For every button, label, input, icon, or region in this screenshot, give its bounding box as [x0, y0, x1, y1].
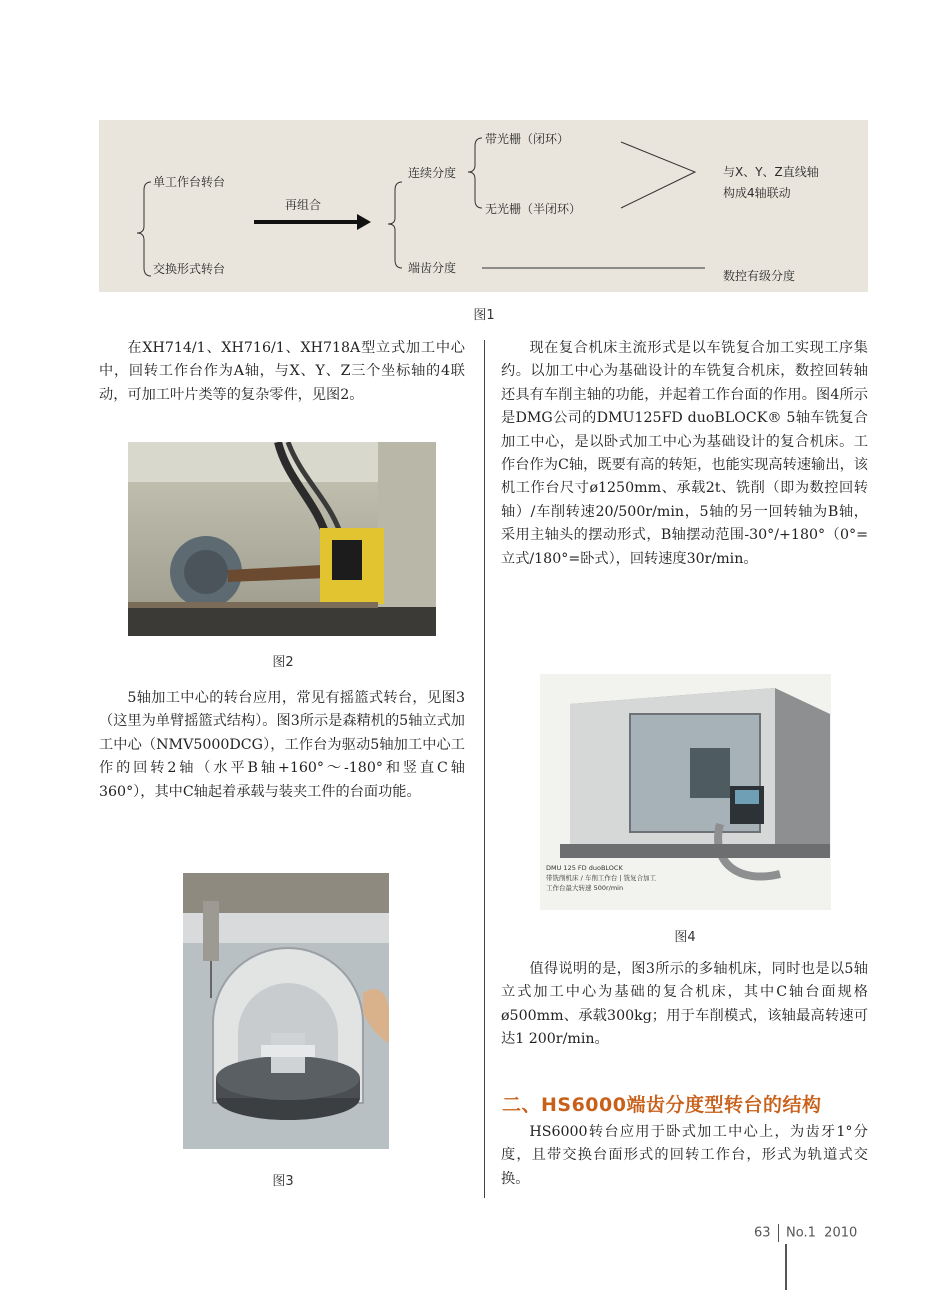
fig4-label-desc: 带铣削机床 / 车削工作台 | 铣复合加工: [546, 874, 657, 882]
column-divider: [484, 340, 485, 1198]
fig4-label-model: DMU 125 FD duoBLOCK: [546, 864, 623, 872]
figure2-photo: [128, 442, 436, 636]
figure3-photo: [183, 873, 389, 1149]
recombine-label: 再组合: [285, 198, 322, 212]
result-4axis-line2: 构成4轴联动: [723, 186, 791, 200]
left-paragraph-1: 在XH714/1、XH716/1、XH718A型立式加工中心中，回转工作台作为A轴，与X、Y、Z三个坐标轴的4联动，可加工叶片类等的复杂零件，见图2。: [99, 340, 465, 403]
without-grating: 无光栅（半闭环）: [485, 202, 582, 216]
figure1-diagram: [99, 120, 868, 292]
figure2-caption: 图2: [272, 655, 294, 670]
item-exchange-table: 交换形式转台: [153, 262, 226, 276]
result-nc-step: 数控有级分度: [723, 269, 796, 283]
face-gear-indexing: 端齿分度: [408, 261, 457, 275]
page-number: 63: [754, 1225, 771, 1241]
right-paragraph-2: 值得说明的是，图3所示的多轴机床，同时也是以5轴立式加工中心为基础的复合机床，其中C轴台面规格ø500mm、承载300kg；用于车削模式，该轴最高转速可达1 200r/min。: [501, 961, 868, 1048]
figure1-caption: 图1: [473, 308, 495, 323]
issue-number: No.1: [786, 1225, 816, 1241]
left-paragraph-2: 5轴加工中心的转台应用，常见有摇篮式转台，见图3（这里为单臂摇篮式结构）。图3所示是森精机的5轴立式加工中心（NMV5000DCG），工作台为驱动5轴加工中心工作的回转2轴（水平B轴+160°～-180°和竖直C轴360°），其中C轴起着承载与装夹工件的台面功能。: [99, 690, 465, 800]
right-paragraph-3: HS6000转台应用于卧式加工中心上，为齿牙1°分度，且带交换台面形式的回转工作台，形式为轨道式交换。: [501, 1124, 868, 1187]
issue-year: 2010: [824, 1225, 858, 1241]
page-footer: [754, 1224, 857, 1242]
footer-separator: [778, 1224, 780, 1242]
fig4-label-speed: 工作台最大转速 500r/min: [546, 884, 624, 892]
figure4-caption: 图4: [674, 930, 696, 945]
figure4-image: [540, 674, 831, 910]
figure4-photo: [540, 674, 831, 910]
with-grating: 带光栅（闭环）: [485, 132, 570, 146]
result-4axis-line1: 与X、Y、Z直线轴: [723, 165, 819, 179]
figure3-caption: 图3: [272, 1174, 294, 1189]
footer-rule: [785, 1244, 787, 1290]
figure2-image: [128, 442, 436, 636]
continuous-indexing: 连续分度: [408, 166, 457, 180]
item-single-table: 单工作台转台: [153, 175, 226, 189]
right-paragraph-1: 现在复合机床主流形式是以车铣复合加工实现工序集约。以加工中心为基础设计的车铣复合机床，数控回转轴还具有车削主轴的功能，并起着工作台面的作用。图4所示是DMG公司的DMU125FD duoBLOCK® 5轴车铣复合加工中心，是以卧式加工中心为基础设计的复合机床。工作台作为C轴，既要有高的转矩，也能实现高转速输出，该机工作台尺寸ø1250mm、承载2t、铣削（即为数控回转轴）/车削转速20/500r/min，5轴的另一回转轴为B轴，采用主轴头的摆动形式，B轴摆动范围-30°/+180°（0°=立式/180°=卧式），回转速度30r/min。: [501, 340, 868, 567]
section-heading: 二、HS6000端齿分度型转台的结构: [502, 1094, 822, 1116]
figure3-image: [183, 873, 389, 1149]
